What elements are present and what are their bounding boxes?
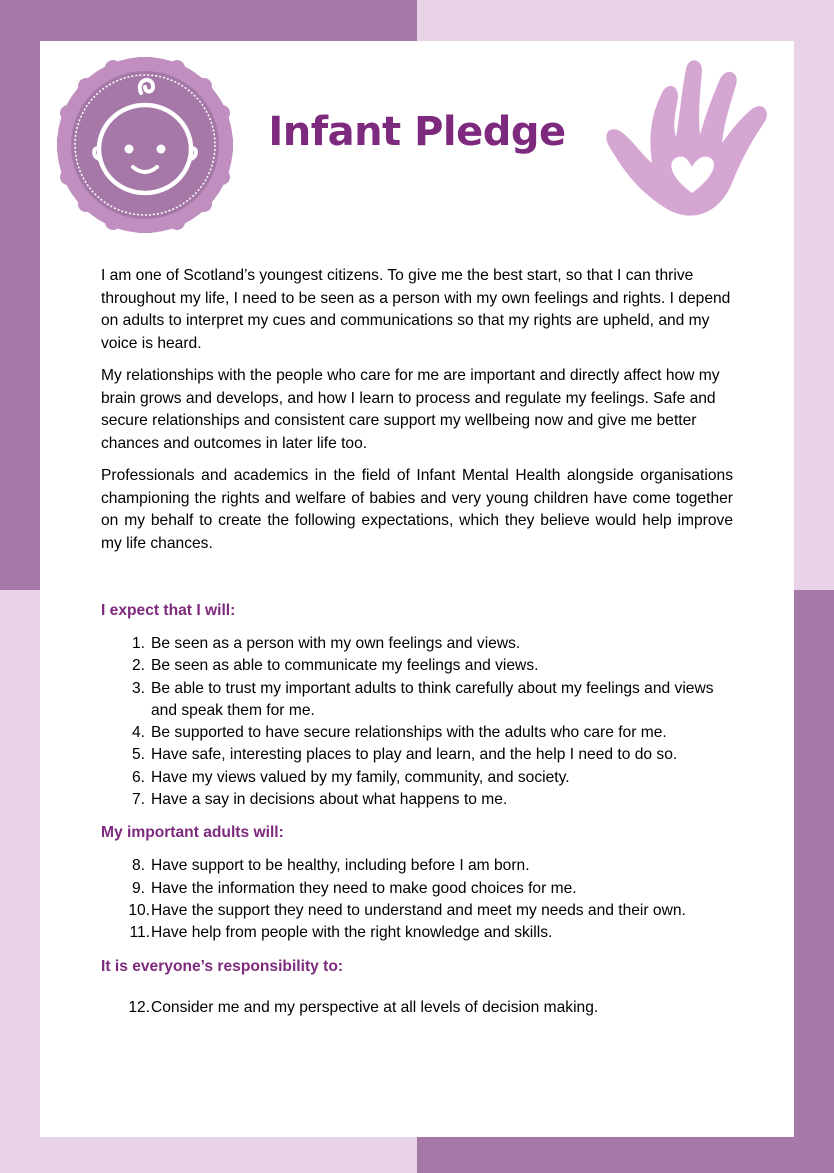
adults-list	[101, 855, 733, 944]
item-text: Consider me and my perspective at all levels of decision making.	[151, 998, 599, 1016]
item-number: 8.	[131, 857, 145, 875]
list-item	[101, 922, 733, 944]
expectations-list	[101, 633, 733, 811]
item-number: 3.	[131, 679, 145, 697]
item-number: 12.	[128, 998, 150, 1016]
item-text: Have the information they need to make good choices for me.	[151, 879, 577, 897]
item-text: Have help from people with the right knowledge and skills.	[151, 924, 553, 942]
section-heading-responsibility: It is everyone’s responsibility to:	[101, 957, 344, 975]
list-item	[101, 655, 733, 677]
item-text: Be supported to have secure relationships with the adults who care for me.	[151, 724, 667, 742]
intro-paragraph-2: My relationships with the people who care for me are important and directly affect how my brain grows and develops, and how I learn to process and regulate my feelings. Safe and secure relationships and consistent care support my wellbeing now and give me better chances and outcomes in later life too.	[101, 367, 720, 452]
item-text: Have my views valued by my family, community, and society.	[151, 768, 570, 786]
document-page	[40, 41, 794, 1137]
item-number: 11.	[129, 924, 150, 942]
list-item	[101, 744, 733, 766]
responsibility-list	[101, 997, 733, 1019]
list-item	[101, 878, 733, 900]
item-number: 7.	[131, 791, 145, 809]
item-text: Be seen as a person with my own feelings and views.	[151, 635, 521, 652]
item-number: 10.	[128, 901, 150, 919]
list-item	[101, 767, 733, 789]
intro-paragraph-1: I am one of Scotland’s youngest citizens. To give me the best start, so that I can thrive throughout my life, I need to be seen as a person with my own feelings and rights. I depend on adults to interpret my cues and communications so that my rights are upheld, and my voice is heard.	[101, 267, 731, 352]
handprint-heart-icon	[600, 53, 775, 248]
item-number: 2.	[131, 657, 145, 675]
item-text: Be able to trust my important adults to think carefully about my feelings and views and speak them for me.	[151, 679, 714, 719]
item-number: 6.	[131, 768, 145, 786]
list-item	[101, 997, 733, 1019]
item-number: 9.	[131, 879, 145, 897]
section-heading-expectations: I expect that I will:	[101, 602, 236, 619]
item-text: Have support to be healthy, including before I am born.	[151, 857, 530, 875]
list-item	[101, 722, 733, 744]
list-item	[101, 900, 733, 922]
list-item	[101, 678, 733, 723]
pledge-content	[101, 265, 733, 1019]
item-text: Have safe, interesting places to play and learn, and the help I need to do so.	[151, 746, 678, 764]
item-number: 5.	[131, 746, 145, 764]
list-item	[101, 855, 733, 877]
item-number: 4.	[131, 724, 145, 742]
item-number: 1.	[131, 635, 145, 652]
list-item	[101, 789, 733, 811]
intro-paragraph-3: Professionals and academics in the field of Infant Mental Health alongside organisations championing the rights and welfare of babies and very young children have come together on my behalf to create the following expectations, which they believe would help improve my life chances.	[101, 467, 733, 552]
page-title: Infant Pledge	[268, 109, 566, 155]
section-heading-adults: My important adults will:	[101, 824, 284, 842]
list-item	[101, 633, 733, 655]
item-text: Be seen as able to communicate my feelings and views.	[151, 657, 539, 675]
item-text: Have the support they need to understand and meet my needs and their own.	[151, 901, 686, 919]
item-text: Have a say in decisions about what happens to me.	[151, 791, 508, 809]
